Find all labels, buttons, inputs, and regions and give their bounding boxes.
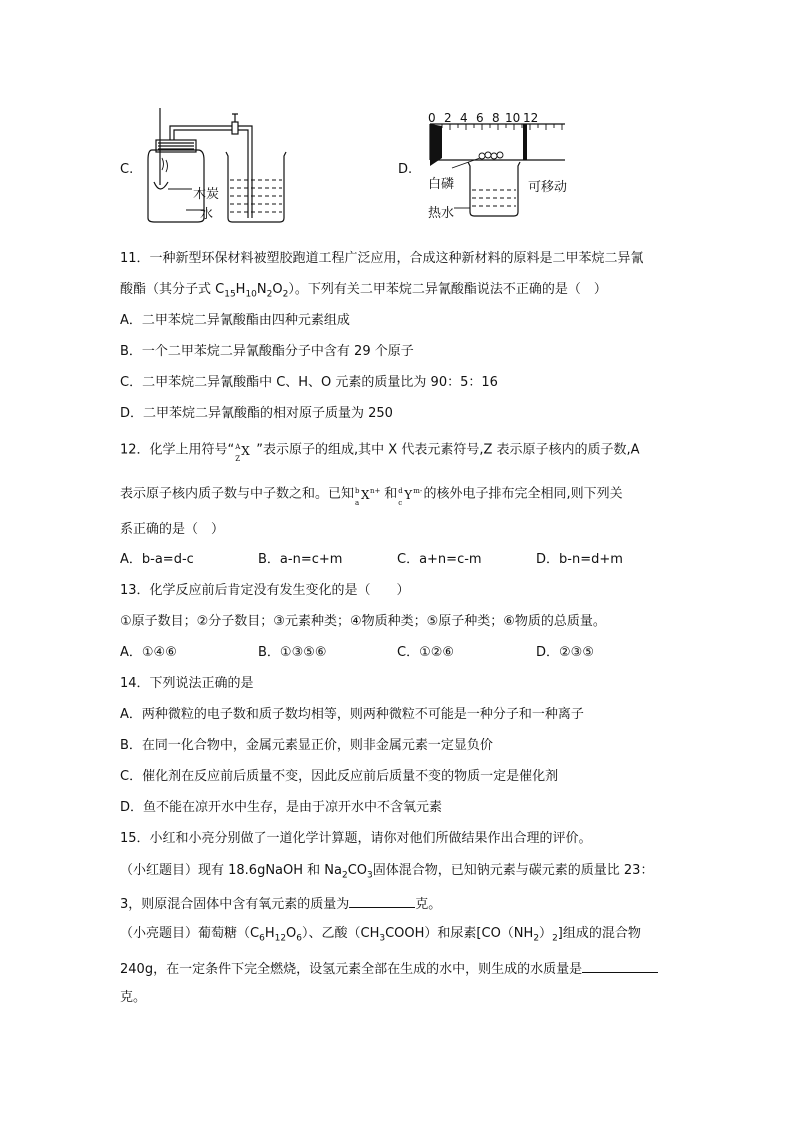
q11-option-d[interactable]: D．二甲苯烷二异氰酸酯的相对原子质量为 250: [120, 406, 393, 421]
ruler-tick: 10: [505, 111, 521, 125]
q15-xiaohong-line2: 3，则原混合固体中含有氧元素的质量为 克。: [120, 893, 441, 914]
q12-option-d[interactable]: D．b-n=d+m: [536, 552, 623, 567]
q12-stem-line3: 系正确的是（ ）: [120, 522, 225, 537]
q15-xiaoliang-line3: 克。: [120, 990, 147, 1005]
answer-blank-2[interactable]: [582, 958, 658, 973]
ruler-tick: 12: [523, 111, 539, 125]
q13-option-c[interactable]: C．①②⑥: [397, 645, 455, 660]
q12-stem-line2: 表示原子核内质子数与中子数之和。已知 b a X n+ 和 d c Y m- 的核外电子排布完全相同,则下列关: [120, 486, 623, 507]
q14-option-d[interactable]: D．鱼不能在凉开水中生存，是由于凉开水中不含氧元素: [120, 800, 443, 815]
ruler-tick: 4: [460, 111, 468, 125]
q11-option-a[interactable]: A．二甲苯烷二异氰酸酯由四种元素组成: [120, 313, 350, 328]
q13-items: ①原子数目；②分子数目；③元素种类；④物质种类；⑤原子种类；⑥物质的总质量。: [120, 614, 606, 629]
ruler-tick: 2: [444, 111, 452, 125]
movable-label: 可移动: [528, 180, 568, 195]
q11-option-b[interactable]: B．一个二甲苯烷二异氰酸酯分子中含有 29 个原子: [120, 344, 414, 359]
apparatus-c-diagram: [140, 100, 300, 225]
q14-option-a[interactable]: A．两种微粒的电子数和质子数均相等，则两种微粒不可能是一种分子和一种离子: [120, 707, 584, 722]
q14-option-b[interactable]: B．在同一化合物中，金属元素显正价，则非金属元素一定显负价: [120, 738, 493, 753]
hot-water-label: 热水: [428, 206, 455, 221]
q14-stem: 14．下列说法正确的是: [120, 676, 254, 691]
q11-stem-line1: 11．一种新型环保材料被塑胶跑道工程广泛应用，合成这种新材料的原料是二甲苯烷二异氰: [120, 251, 644, 266]
charcoal-label: 木炭: [193, 187, 220, 202]
ruler-tick: 0: [428, 111, 436, 125]
q15-xiaoliang-line1: （小亮题目）葡萄糖$(C_6H_{12}O_6)$、乙酸$(CH_3COOH)$和尿素$[CO(NH_2)_2]$组成的混合物: [120, 926, 641, 944]
q15-xiaoliang-line2: 240g，在一定条件下完全燃烧，设氢元素全部在生成的水中，则生成的水质量是: [120, 958, 658, 979]
q15-xiaohong-line1: （小红题目）现有 18.6gNaOH 和 $Na_2CO_3$固体混合物，已知钠元素与碳元素的质量比 23：: [120, 863, 654, 881]
q13-option-b[interactable]: B．①③⑤⑥: [258, 645, 327, 660]
q13-option-d[interactable]: D．②③⑤: [536, 645, 594, 660]
ion-x-notation: b a X n+: [355, 487, 381, 507]
q11-stem-line2: 酸酯（其分子式 $C_{15}H_{10}N_2O_2$）。下列有关二甲苯烷二异氰酸酯说法不正确的是（ ）: [120, 282, 607, 300]
q13-option-a[interactable]: A．①④⑥: [120, 645, 177, 660]
q13-stem: 13．化学反应前后肯定没有发生变化的是（ ）: [120, 583, 410, 598]
option-d-label: D.: [398, 162, 413, 177]
q12-option-b[interactable]: B．a-n=c+m: [258, 552, 343, 567]
q12-option-c[interactable]: C．a+n=c-m: [397, 552, 482, 567]
isotope-notation: A Z X: [235, 443, 250, 463]
answer-blank-1[interactable]: [349, 893, 415, 908]
water-label: 水: [200, 207, 214, 222]
q11-option-c[interactable]: C．二甲苯烷二异氰酸酯中 C、H、O 元素的质量比为 90：5：16: [120, 375, 498, 390]
ion-y-notation: d c Y m-: [398, 487, 423, 507]
white-phosphorus-label: 白磷: [428, 177, 455, 192]
ruler-tick: 6: [476, 111, 484, 125]
ruler-tick: 8: [492, 111, 500, 125]
q15-stem: 15．小红和小亮分别做了一道化学计算题，请你对他们所做结果作出合理的评价。: [120, 831, 592, 846]
q12-stem-line1: 12．化学上用符号“ A Z X ”表示原子的组成,其中 X 代表元素符号,Z 表示原子核内的质子数,A: [120, 442, 640, 463]
q12-option-a[interactable]: A．b-a=d-c: [120, 552, 194, 567]
q14-option-c[interactable]: C．催化剂在反应前后质量不变，因此反应前后质量不变的物质一定是催化剂: [120, 769, 559, 784]
option-c-label: C.: [120, 162, 134, 177]
